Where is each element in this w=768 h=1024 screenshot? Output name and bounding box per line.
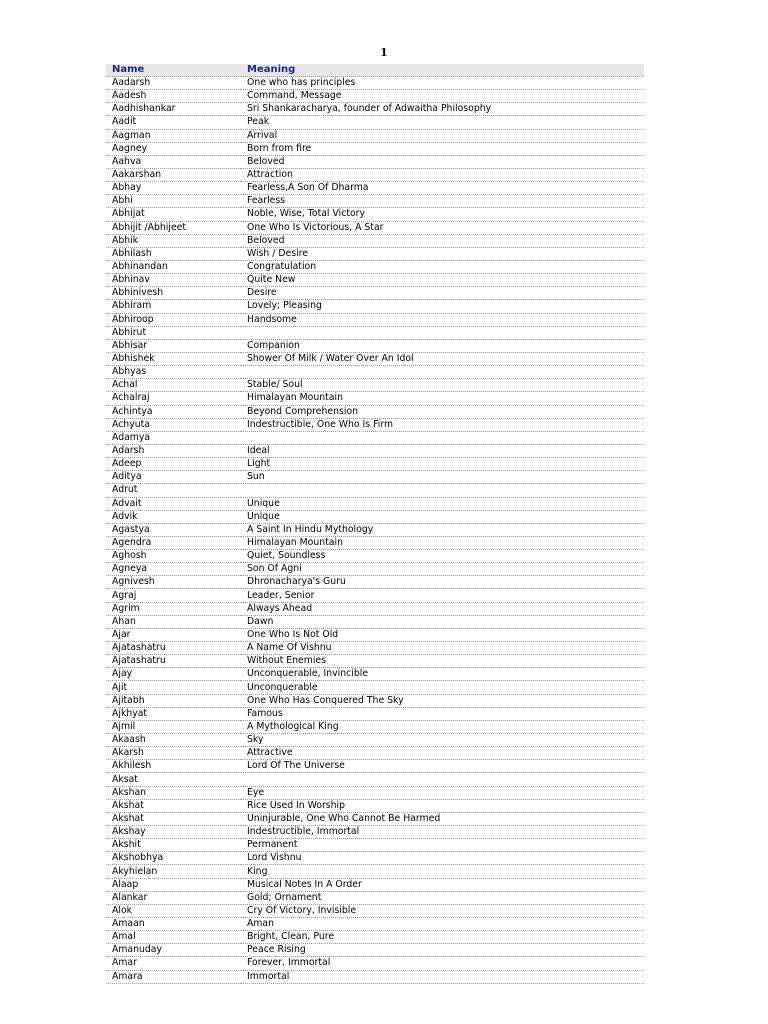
meaning-cell: Lord Of The Universe bbox=[241, 760, 644, 773]
table-row bbox=[106, 839, 644, 852]
table-row bbox=[106, 195, 644, 208]
name-cell: Amaan bbox=[106, 918, 241, 931]
name-cell: Abhyas bbox=[106, 366, 241, 379]
name-cell: Alankar bbox=[106, 891, 241, 904]
table-row bbox=[106, 352, 644, 365]
meaning-cell: Eye bbox=[241, 786, 644, 799]
name-cell: Alok bbox=[106, 904, 241, 917]
meaning-cell: Unique bbox=[241, 510, 644, 523]
name-cell: Abhinav bbox=[106, 274, 241, 287]
meaning-cell bbox=[241, 773, 644, 786]
name-cell: Akshit bbox=[106, 839, 241, 852]
name-cell: Akhilesh bbox=[106, 760, 241, 773]
table-row bbox=[106, 642, 644, 655]
table-row bbox=[106, 129, 644, 142]
name-cell: Akshat bbox=[106, 812, 241, 825]
meaning-column-header: Meaning bbox=[241, 64, 644, 77]
table-row bbox=[106, 891, 644, 904]
name-cell: Ajar bbox=[106, 628, 241, 641]
meaning-cell: Peace Rising bbox=[241, 944, 644, 957]
meaning-cell bbox=[241, 326, 644, 339]
table-row bbox=[106, 944, 644, 957]
meaning-cell: Stable/ Soul bbox=[241, 379, 644, 392]
table-row bbox=[106, 655, 644, 668]
meaning-cell: Immortal bbox=[241, 970, 644, 983]
table-row bbox=[106, 418, 644, 431]
meaning-cell: Dawn bbox=[241, 615, 644, 628]
table-row bbox=[106, 773, 644, 786]
table-row bbox=[106, 392, 644, 405]
name-cell: Advait bbox=[106, 497, 241, 510]
meaning-cell: Wish / Desire bbox=[241, 247, 644, 260]
table-row bbox=[106, 799, 644, 812]
meaning-cell: Sri Shankaracharya, founder of Adwaitha Philosophy bbox=[241, 103, 644, 116]
table-row bbox=[106, 366, 644, 379]
page-number: 1 bbox=[380, 46, 388, 59]
table-row bbox=[106, 931, 644, 944]
meaning-cell bbox=[241, 366, 644, 379]
name-cell: Aadarsh bbox=[106, 77, 241, 90]
name-cell: Aahva bbox=[106, 155, 241, 168]
name-cell: Abhi bbox=[106, 195, 241, 208]
table-row bbox=[106, 168, 644, 181]
meaning-cell: Cry Of Victory, Invisible bbox=[241, 904, 644, 917]
meaning-cell: Congratulation bbox=[241, 260, 644, 273]
table-row bbox=[106, 720, 644, 733]
name-cell: Akshay bbox=[106, 826, 241, 839]
meaning-cell bbox=[241, 484, 644, 497]
name-cell: Abhiram bbox=[106, 300, 241, 313]
meaning-cell: Unique bbox=[241, 497, 644, 510]
name-cell: Agneya bbox=[106, 563, 241, 576]
table-row bbox=[106, 484, 644, 497]
name-cell: Aksat bbox=[106, 773, 241, 786]
meaning-cell: Musical Notes In A Order bbox=[241, 878, 644, 891]
meaning-cell: Born from fire bbox=[241, 142, 644, 155]
table-row bbox=[106, 458, 644, 471]
meaning-cell: Light bbox=[241, 458, 644, 471]
name-cell: Adamya bbox=[106, 431, 241, 444]
table-row bbox=[106, 563, 644, 576]
name-cell: Achintya bbox=[106, 405, 241, 418]
table-row bbox=[106, 103, 644, 116]
name-cell: Amal bbox=[106, 931, 241, 944]
meaning-cell: Beloved bbox=[241, 234, 644, 247]
name-cell: Abhik bbox=[106, 234, 241, 247]
meaning-cell: One Who Is Victorious, A Star bbox=[241, 221, 644, 234]
table-row bbox=[106, 326, 644, 339]
table-row bbox=[106, 615, 644, 628]
name-cell: Aakarshan bbox=[106, 168, 241, 181]
table-row bbox=[106, 234, 644, 247]
meaning-cell: King bbox=[241, 865, 644, 878]
table-row bbox=[106, 747, 644, 760]
table-row bbox=[106, 602, 644, 615]
table-row bbox=[106, 497, 644, 510]
meaning-cell: Beyond Comprehension bbox=[241, 405, 644, 418]
name-cell: Akaash bbox=[106, 734, 241, 747]
table-row bbox=[106, 260, 644, 273]
meaning-cell: Bright, Clean, Pure bbox=[241, 931, 644, 944]
table-row bbox=[106, 287, 644, 300]
meaning-cell: Sun bbox=[241, 471, 644, 484]
meaning-cell: Fearless bbox=[241, 195, 644, 208]
name-cell: Amara bbox=[106, 970, 241, 983]
meaning-cell: One Who Has Conquered The Sky bbox=[241, 694, 644, 707]
meaning-cell: Aman bbox=[241, 918, 644, 931]
table-row bbox=[106, 812, 644, 825]
name-cell: Abhilash bbox=[106, 247, 241, 260]
table-row bbox=[106, 444, 644, 457]
table-row bbox=[106, 182, 644, 195]
table-row bbox=[106, 90, 644, 103]
table-row bbox=[106, 668, 644, 681]
meaning-cell: Unconquerable bbox=[241, 681, 644, 694]
name-cell: Akarsh bbox=[106, 747, 241, 760]
name-cell: Amar bbox=[106, 957, 241, 970]
name-cell: Ajkhyat bbox=[106, 707, 241, 720]
meaning-cell: Beloved bbox=[241, 155, 644, 168]
meaning-cell: A Saint In Hindu Mythology bbox=[241, 523, 644, 536]
name-cell: Abhisar bbox=[106, 339, 241, 352]
meaning-cell: Noble, Wise, Total Victory bbox=[241, 208, 644, 221]
table-row bbox=[106, 208, 644, 221]
name-cell: Agnivesh bbox=[106, 576, 241, 589]
name-cell: Abhay bbox=[106, 182, 241, 195]
table-row bbox=[106, 852, 644, 865]
meaning-cell: Famous bbox=[241, 707, 644, 720]
name-column-header: Name bbox=[106, 64, 241, 77]
table-row bbox=[106, 300, 644, 313]
meaning-cell: Himalayan Mountain bbox=[241, 392, 644, 405]
meaning-cell: A Mythological King bbox=[241, 720, 644, 733]
meaning-cell: One Who Is Not Old bbox=[241, 628, 644, 641]
meaning-cell: One who has principles bbox=[241, 77, 644, 90]
meaning-cell: Lovely; Pleasing bbox=[241, 300, 644, 313]
table-row bbox=[106, 405, 644, 418]
meaning-cell: Dhronacharya's Guru bbox=[241, 576, 644, 589]
meaning-cell: A Name Of Vishnu bbox=[241, 642, 644, 655]
table-row bbox=[106, 865, 644, 878]
name-cell: Achalraj bbox=[106, 392, 241, 405]
name-cell: Ajmil bbox=[106, 720, 241, 733]
meaning-cell bbox=[241, 431, 644, 444]
name-cell: Adeep bbox=[106, 458, 241, 471]
name-cell: Ahan bbox=[106, 615, 241, 628]
name-cell: Abhiroop bbox=[106, 313, 241, 326]
table-row bbox=[106, 707, 644, 720]
name-cell: Aadhishankar bbox=[106, 103, 241, 116]
name-cell: Advik bbox=[106, 510, 241, 523]
table-row bbox=[106, 536, 644, 549]
meaning-cell: Quite New bbox=[241, 274, 644, 287]
meaning-cell: Peak bbox=[241, 116, 644, 129]
table-row bbox=[106, 589, 644, 602]
meaning-cell: Arrival bbox=[241, 129, 644, 142]
table-row bbox=[106, 510, 644, 523]
meaning-cell: Without Enemies bbox=[241, 655, 644, 668]
meaning-cell: Indestructible, One Who Is Firm bbox=[241, 418, 644, 431]
table-row bbox=[106, 628, 644, 641]
table-row bbox=[106, 734, 644, 747]
name-cell: Ajit bbox=[106, 681, 241, 694]
table-row bbox=[106, 221, 644, 234]
meaning-cell: Attractive bbox=[241, 747, 644, 760]
meaning-cell: Companion bbox=[241, 339, 644, 352]
name-cell: Akyhielan bbox=[106, 865, 241, 878]
table-row bbox=[106, 313, 644, 326]
name-cell: Aagman bbox=[106, 129, 241, 142]
table-row bbox=[106, 681, 644, 694]
meaning-cell: Lord Vishnu bbox=[241, 852, 644, 865]
name-cell: Ajitabh bbox=[106, 694, 241, 707]
table-row bbox=[106, 274, 644, 287]
meaning-cell: Rice Used In Worship bbox=[241, 799, 644, 812]
meaning-cell: Indestructible, Immortal bbox=[241, 826, 644, 839]
meaning-cell: Attraction bbox=[241, 168, 644, 181]
meaning-cell: Ideal bbox=[241, 444, 644, 457]
table-row bbox=[106, 379, 644, 392]
meaning-cell: Always Ahead bbox=[241, 602, 644, 615]
name-cell: Aadesh bbox=[106, 90, 241, 103]
table-row bbox=[106, 970, 644, 983]
meaning-cell: Forever, Immortal bbox=[241, 957, 644, 970]
meaning-cell: Permanent bbox=[241, 839, 644, 852]
meaning-cell: Unconquerable, Invincible bbox=[241, 668, 644, 681]
name-cell: Abhirut bbox=[106, 326, 241, 339]
name-cell: Adarsh bbox=[106, 444, 241, 457]
table-row bbox=[106, 760, 644, 773]
table-row bbox=[106, 431, 644, 444]
name-cell: Aghosh bbox=[106, 550, 241, 563]
meaning-cell: Handsome bbox=[241, 313, 644, 326]
header-row bbox=[106, 64, 644, 77]
names-table bbox=[106, 64, 644, 984]
name-cell: Amanuday bbox=[106, 944, 241, 957]
name-cell: Aadit bbox=[106, 116, 241, 129]
name-cell: Alaap bbox=[106, 878, 241, 891]
name-cell: Akshat bbox=[106, 799, 241, 812]
meaning-cell: Leader, Senior bbox=[241, 589, 644, 602]
table-row bbox=[106, 142, 644, 155]
table-row bbox=[106, 523, 644, 536]
table-row bbox=[106, 694, 644, 707]
name-cell: Abhinandan bbox=[106, 260, 241, 273]
name-cell: Ajatashatru bbox=[106, 655, 241, 668]
name-cell: Akshan bbox=[106, 786, 241, 799]
table-row bbox=[106, 957, 644, 970]
name-cell: Aditya bbox=[106, 471, 241, 484]
table-row bbox=[106, 826, 644, 839]
table-row bbox=[106, 576, 644, 589]
table-row bbox=[106, 116, 644, 129]
meaning-cell: Sky bbox=[241, 734, 644, 747]
name-cell: Akshobhya bbox=[106, 852, 241, 865]
meaning-cell: Himalayan Mountain bbox=[241, 536, 644, 549]
name-cell: Achal bbox=[106, 379, 241, 392]
name-cell: Agastya bbox=[106, 523, 241, 536]
table-row bbox=[106, 904, 644, 917]
name-cell: Aagney bbox=[106, 142, 241, 155]
table-row bbox=[106, 550, 644, 563]
table-row bbox=[106, 339, 644, 352]
table-row bbox=[106, 77, 644, 90]
name-cell: Adrut bbox=[106, 484, 241, 497]
name-cell: Abhijit /Abhijeet bbox=[106, 221, 241, 234]
name-cell: Agraj bbox=[106, 589, 241, 602]
name-cell: Abhishek bbox=[106, 352, 241, 365]
name-cell: Agrim bbox=[106, 602, 241, 615]
name-cell: Agendra bbox=[106, 536, 241, 549]
meaning-cell: Desire bbox=[241, 287, 644, 300]
meaning-cell: Gold; Ornament bbox=[241, 891, 644, 904]
table-row bbox=[106, 471, 644, 484]
name-cell: Abhijat bbox=[106, 208, 241, 221]
table-row bbox=[106, 247, 644, 260]
meaning-cell: Shower Of Milk / Water Over An Idol bbox=[241, 352, 644, 365]
table-body bbox=[106, 77, 644, 984]
table-row bbox=[106, 918, 644, 931]
meaning-cell: Son Of Agni bbox=[241, 563, 644, 576]
name-cell: Ajatashatru bbox=[106, 642, 241, 655]
table-row bbox=[106, 786, 644, 799]
meaning-cell: Quiet, Soundless bbox=[241, 550, 644, 563]
name-cell: Ajay bbox=[106, 668, 241, 681]
meaning-cell: Fearless,A Son Of Dharma bbox=[241, 182, 644, 195]
table-row bbox=[106, 155, 644, 168]
name-cell: Abhinivesh bbox=[106, 287, 241, 300]
name-cell: Achyuta bbox=[106, 418, 241, 431]
meaning-cell: Uninjurable, One Who Cannot Be Harmed bbox=[241, 812, 644, 825]
meaning-cell: Command, Message bbox=[241, 90, 644, 103]
table-row bbox=[106, 878, 644, 891]
